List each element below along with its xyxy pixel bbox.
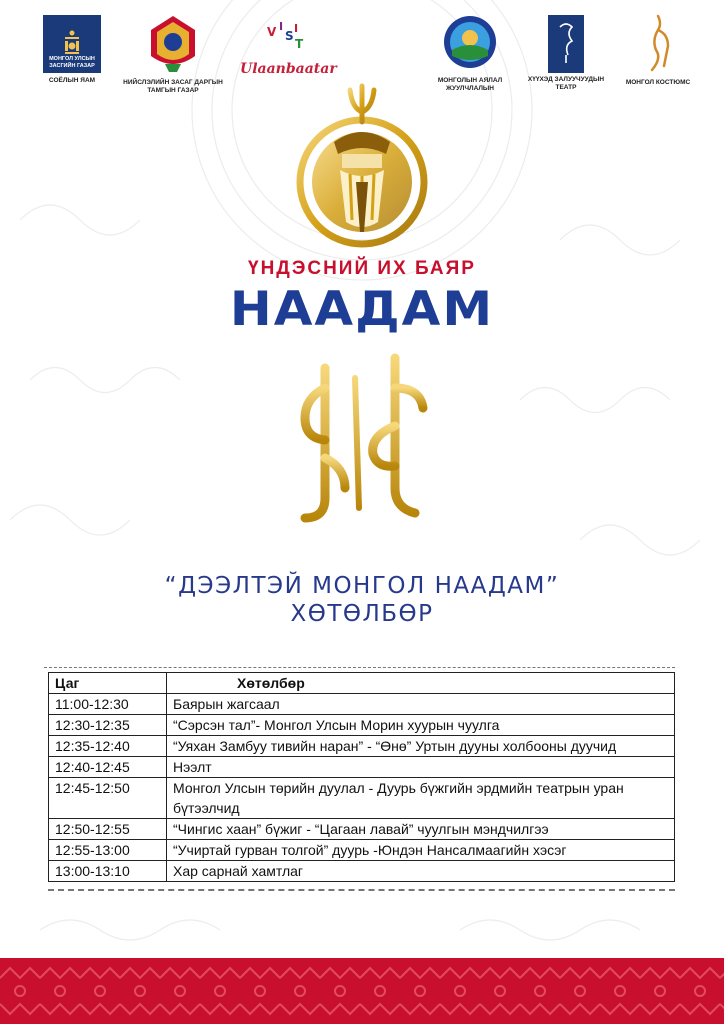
program-title [0, 572, 724, 628]
svg-text:I: I [294, 22, 299, 35]
row-item: Баярын жагсаал [167, 694, 675, 715]
hero-title: НААДАМ [229, 281, 495, 337]
svg-text:S: S [285, 29, 294, 43]
row-item: “Уяхан Замбуу тивийн наран” - “Өнө” Уртын дууны холбооны дуучид [167, 736, 675, 757]
youth-theatre-logo [520, 15, 612, 92]
tourism-logo [425, 14, 515, 93]
city-emblem-icon [143, 12, 203, 74]
row-item: Хар сарнай хамтлаг [167, 861, 675, 882]
header-time: Цаг [49, 673, 167, 694]
visit-ub-text: Ulaanbaatar [240, 61, 337, 77]
visit-mark-icon [265, 18, 305, 56]
svg-text:T: T [295, 37, 304, 51]
footer-ornament-band [0, 958, 724, 1024]
row-item: “Учиртай гурван толгой” дуурь -Юндэн Нансалмаагийн хэсэг [167, 840, 675, 861]
row-item: Монгол Улсын төрийн дуулал - Дуурь бүжгийн эрдмийн театрын уран бүтээлчид [167, 778, 675, 819]
row-time: 12:40-12:45 [49, 757, 167, 778]
program-title-line2: ХӨТӨЛБӨР [290, 601, 434, 627]
mongol-script-naadam-icon [285, 348, 445, 528]
governor-logo [118, 12, 228, 95]
table-row [49, 840, 675, 861]
tourism-emblem-icon [442, 14, 498, 70]
table-row [49, 715, 675, 736]
schedule-table [48, 672, 675, 882]
governor-caption: НИЙСЛЭЛИЙН ЗАСАГ ДАРГЫН ТАМГЫН ГАЗАР [123, 79, 223, 94]
tourism-caption: МОНГОЛЫН АЯЛАЛ ЖУУЛЧЛАЛЫН [437, 77, 503, 92]
row-item: “Сэрсэн тал”- Монгол Улсын Морин хуурын чуулга [167, 715, 675, 736]
svg-text:V: V [267, 25, 277, 39]
row-time: 12:50-12:55 [49, 819, 167, 840]
theatre-emblem-icon [548, 15, 584, 73]
naadam-gold-emblem-icon [290, 82, 435, 252]
table-header-row [49, 673, 675, 694]
table-row [49, 861, 675, 882]
table-row [49, 757, 675, 778]
theatre-caption: ХҮҮХЭД ЗАЛУУЧУУДЫН ТЕАТР [527, 76, 605, 91]
header-program: Хөтөлбөр [167, 673, 675, 694]
soyombo-emblem-icon [43, 15, 101, 73]
ministry-caption: СОЁЛЫН ЯАМ [48, 77, 96, 84]
row-time: 13:00-13:10 [49, 861, 167, 882]
ministry-box-text: МОНГОЛ УЛСЫН ЗАСГИЙН ГАЗАР [49, 56, 95, 69]
row-time: 12:55-13:00 [49, 840, 167, 861]
row-time: 12:30-12:35 [49, 715, 167, 736]
row-time: 11:00-12:30 [49, 694, 167, 715]
row-time: 12:45-12:50 [49, 778, 167, 819]
table-row [49, 778, 675, 819]
hero-subtitle: ҮНДЭСНИЙ ИХ БАЯР [248, 258, 476, 279]
table-row [49, 736, 675, 757]
table-row [49, 694, 675, 715]
row-item: Нээлт [167, 757, 675, 778]
row-time: 12:35-12:40 [49, 736, 167, 757]
page-cut-line [48, 889, 675, 891]
costume-caption: МОНГОЛ КОСТЮМС [625, 79, 691, 86]
visit-ub-logo [240, 18, 337, 77]
table-row [49, 819, 675, 840]
svg-text:I: I [279, 20, 284, 33]
top-divider [44, 667, 675, 668]
costume-logo [622, 12, 694, 87]
costume-figure-icon [643, 12, 673, 74]
program-title-line1: “ДЭЭЛТЭЙ МОНГОЛ НААДАМ” [164, 573, 560, 599]
ministry-logo [41, 15, 103, 85]
row-item: “Чингис хаан” бүжиг - “Цагаан лавай” чуулгын мэндчилгээ [167, 819, 675, 840]
